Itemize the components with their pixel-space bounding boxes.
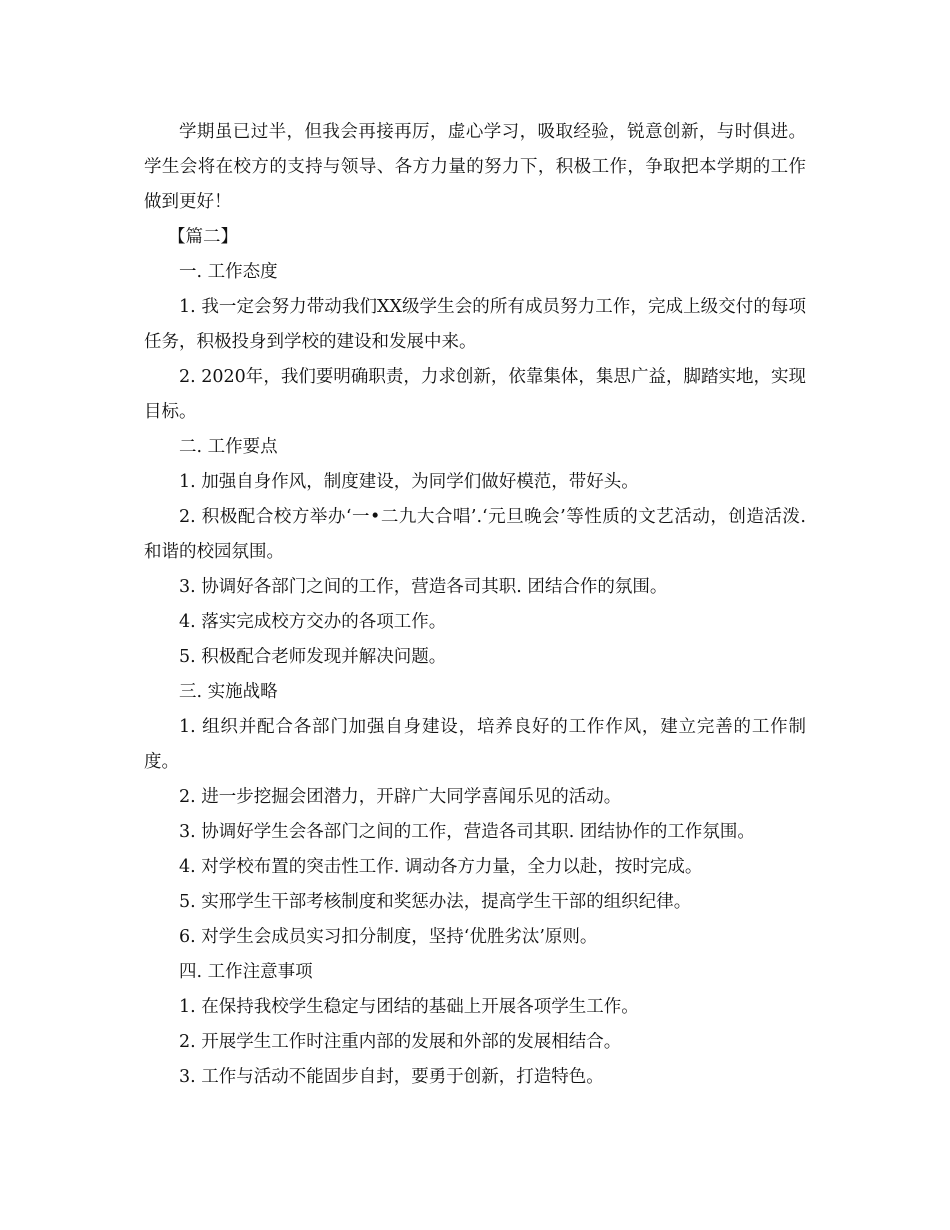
part2-item: 3. 协调好各部门之间的工作，营造各司其职. 团结合作的氛围。 [179, 577, 668, 597]
document-body [144, 115, 806, 1095]
part3-item: 5. 实邢学生干部考核制度和奖惩办法，提高学生干部的组织纪律。 [179, 892, 692, 912]
part4-heading: 四. 工作注意事项 [179, 962, 313, 982]
part3-item: 1. 组织并配合各部门加强自身建设，培养良好的工作作风，建立完善的工作制度。 [144, 717, 806, 772]
part2-heading: 二. 工作要点 [179, 437, 278, 457]
part2-item: 4. 落实完成校方交办的各项工作。 [179, 612, 447, 632]
part3-item: 3. 协调好学生会各部门之间的工作，营造各司其职. 团结协作的工作氛围。 [179, 822, 755, 842]
part3-item: 6. 对学生会成员实习扣分制度，坚持‘优胜劣汰’原则。 [179, 927, 598, 947]
part4-item: 1. 在保持我校学生稳定与团结的基础上开展各项学生工作。 [179, 997, 639, 1017]
part1-item: 1. 我一定会努力带动我们XX级学生会的所有成员努力工作，完成上级交付的每项任务，积极投身到学校的建设和发展中来。 [144, 297, 806, 352]
part3-item: 4. 对学校布置的突击性工作. 调动各方力量，全力以赴，按时完成。 [179, 857, 703, 877]
part2-item: 5. 积极配合老师发现并解决问题。 [179, 647, 447, 667]
part1-item: 2. 2020年，我们要明确职责，力求创新，依靠集体，集思广益，脚踏实地，实现目标。 [144, 367, 806, 422]
part4-item: 3. 工作与活动不能固步自封，要勇于创新，打造特色。 [179, 1067, 604, 1087]
part4-item: 2. 开展学生工作时注重内部的发展和外部的发展相结合。 [179, 1032, 622, 1052]
section-title: 【篇二】 [168, 227, 238, 247]
part2-item: 1. 加强自身作风，制度建设，为同学们做好模范，带好头。 [179, 472, 639, 492]
part3-item: 2. 进一步挖掘会团潜力，开辟广大同学喜闻乐见的活动。 [179, 787, 622, 807]
intro-paragraph: 学期虽已过半，但我会再接再厉，虚心学习，吸取经验，锐意创新，与时俱进。学生会将在校方的支持与领导、各方力量的努力下，积极工作，争取把本学期的工作做到更好！ [144, 122, 806, 212]
part2-item: 2. 积极配合校方举办‘一•二九大合唱’.‘元旦晚会’等性质的文艺活动，创造活泼. 和谐的校园氛围。 [144, 507, 806, 562]
part3-heading: 三. 实施战略 [179, 682, 278, 702]
part1-heading: 一. 工作态度 [179, 262, 278, 282]
